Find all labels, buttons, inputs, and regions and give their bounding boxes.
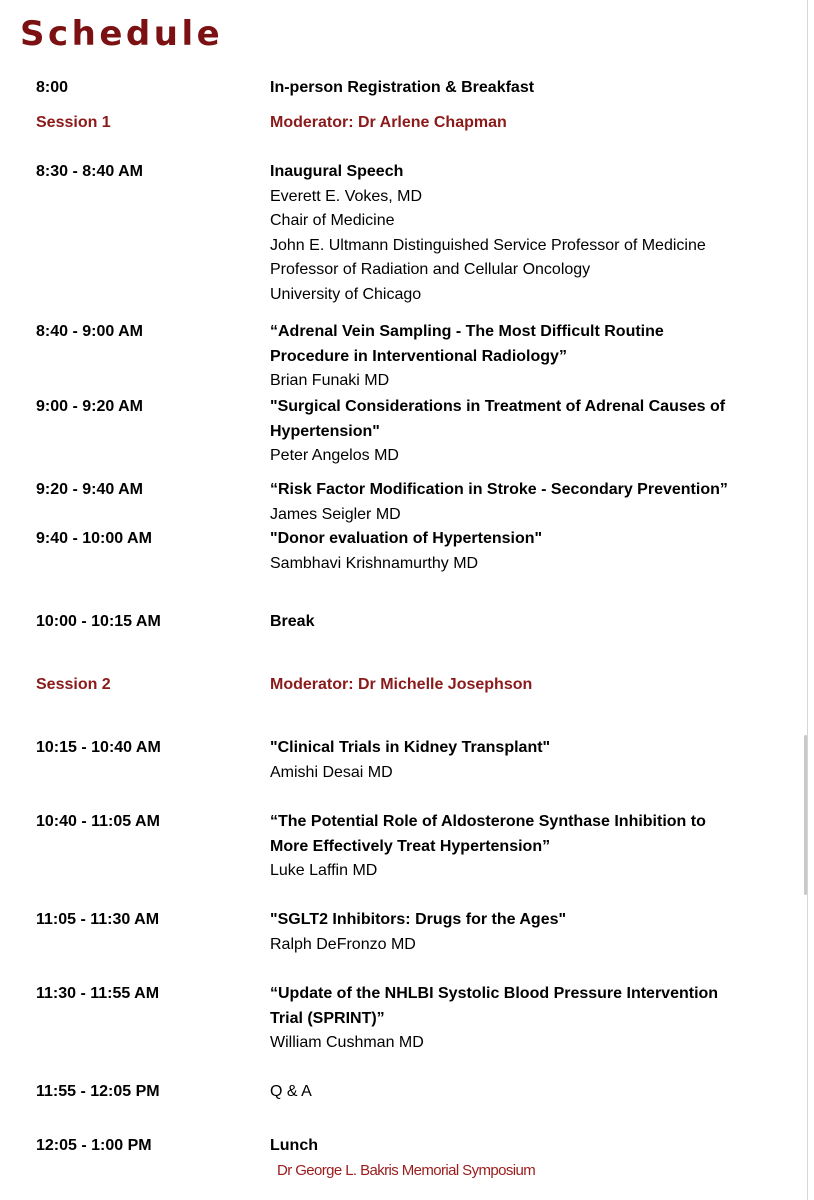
event-title-line: Break [270, 613, 315, 630]
speaker-info-line: Sambhavi Krishnamurthy MD [270, 554, 479, 572]
event-title-line: “The Potential Role of Aldosterone Synthase Inhibition to [270, 813, 706, 830]
footer-symposium-name: Dr George L. Bakris Memorial Symposium [277, 1162, 536, 1179]
event-title-line: "Donor evaluation of Hypertension" [270, 530, 543, 547]
moderator-info [270, 673, 795, 698]
event-title-line: Procedure in Interventional Radiology” [270, 347, 567, 365]
time-slot: 10:40 - 11:05 AM [36, 813, 160, 830]
event-title-line: “Adrenal Vein Sampling - The Most Difficult Routine [270, 323, 664, 340]
speaker-info-line: Ralph DeFronzo MD [270, 935, 416, 953]
event-details [270, 610, 795, 635]
event-details [270, 810, 795, 884]
event-title-line: "Surgical Considerations in Treatment of Adrenal Causes of [270, 398, 726, 415]
time-slot: 8:00 [36, 79, 69, 96]
event-details [270, 160, 795, 307]
speaker-info-line: John E. Ultmann Distinguished Service Professor of Medicine [270, 236, 706, 254]
speaker-info-line: Q & A [270, 1083, 312, 1100]
event-details [270, 1134, 795, 1159]
session-label: Session 1 [36, 114, 111, 131]
speaker-info-line: Peter Angelos MD [270, 447, 399, 464]
event-title-line: Hypertension" [270, 422, 380, 440]
event-details [270, 1080, 795, 1105]
time-slot: 11:05 - 11:30 AM [36, 911, 160, 928]
event-details [270, 320, 795, 394]
event-details [270, 478, 795, 527]
scrollbar-thumb[interactable] [804, 735, 807, 895]
speaker-info-line: University of Chicago [270, 285, 422, 303]
event-details [270, 736, 795, 785]
time-slot: 9:40 - 10:00 AM [36, 530, 152, 547]
event-details [270, 982, 795, 1056]
event-title-line: Inaugural Speech [270, 163, 404, 180]
speaker-info-line: Brian Funaki MD [270, 372, 390, 389]
event-title-line: In-person Registration & Breakfast [270, 79, 535, 96]
speaker-info-line: Everett E. Vokes, MD [270, 187, 423, 205]
page-title: Schedule [20, 14, 224, 54]
time-slot: 10:00 - 10:15 AM [36, 613, 161, 630]
session-label: Session 2 [36, 676, 111, 693]
event-title-line: “Update of the NHLBI Systolic Blood Pressure Intervention [270, 985, 719, 1002]
time-slot: 9:00 - 9:20 AM [36, 398, 143, 415]
time-slot: 10:15 - 10:40 AM [36, 739, 161, 756]
event-title-line: Lunch [270, 1137, 318, 1154]
event-title-line: "SGLT2 Inhibitors: Drugs for the Ages" [270, 911, 567, 928]
speaker-info-line: Amishi Desai MD [270, 763, 393, 781]
event-title-line: “Risk Factor Modification in Stroke - Secondary Prevention” [270, 481, 728, 498]
event-title-line: Trial (SPRINT)” [270, 1009, 385, 1027]
time-slot: 8:40 - 9:00 AM [36, 323, 143, 340]
time-slot: 12:05 - 1:00 PM [36, 1137, 152, 1154]
speaker-info-line: William Cushman MD [270, 1034, 424, 1051]
time-slot: 11:30 - 11:55 AM [36, 985, 160, 1002]
page-border [807, 0, 808, 1200]
speaker-info-line: Professor of Radiation and Cellular Oncology [270, 261, 591, 278]
event-title-line: Moderator: Dr Michelle Josephson [270, 676, 533, 693]
speaker-info-line: Chair of Medicine [270, 212, 395, 229]
event-details [270, 76, 795, 101]
event-details [270, 527, 795, 576]
event-details [270, 395, 795, 469]
time-slot: 9:20 - 9:40 AM [36, 481, 143, 498]
event-details [270, 908, 795, 957]
moderator-info [270, 111, 795, 136]
event-title-line: "Clinical Trials in Kidney Transplant" [270, 739, 551, 756]
event-title-line: More Effectively Treat Hypertension” [270, 837, 551, 855]
speaker-info-line: Luke Laffin MD [270, 862, 378, 879]
time-slot: 8:30 - 8:40 AM [36, 163, 143, 180]
event-title-line: Moderator: Dr Arlene Chapman [270, 114, 507, 131]
speaker-info-line: James Seigler MD [270, 505, 401, 523]
time-slot: 11:55 - 12:05 PM [36, 1083, 160, 1100]
